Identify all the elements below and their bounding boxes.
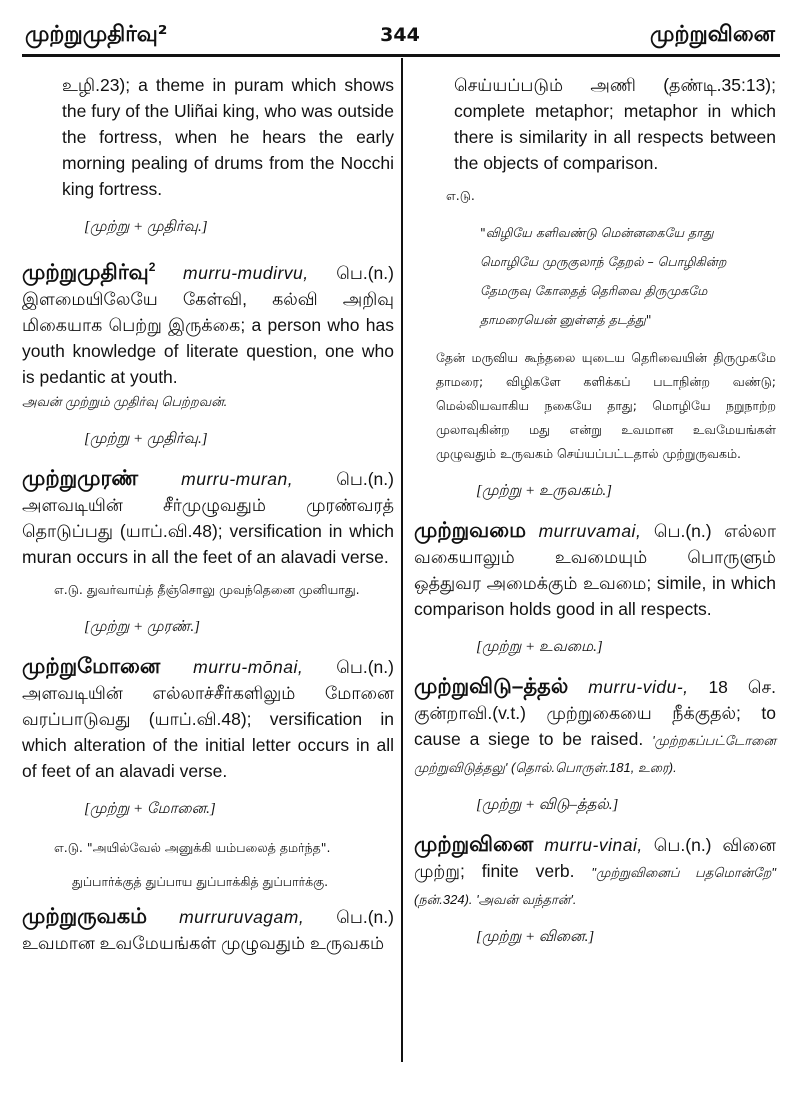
example-label: எ.டு.: [446, 188, 475, 203]
verse-line: தாமரையென் னுள்ளத் தடத்து": [480, 312, 652, 327]
citation-quote: 'முற்றகப்பட்டோனை முற்றுவிடுத்தலு' (தொல்.பொருள்.181, உரை).: [414, 733, 776, 775]
citation-quote: "முற்றுவினைப் பதமொன்றே" (நன்.324). 'அவன் வந்தான்'.: [414, 865, 776, 907]
usage-example: துப்பார்க்குத் துப்பாய துப்பாக்கித் துப்பார்க்கு.: [72, 874, 329, 889]
entry-headword: முற்றுவினை: [414, 833, 534, 856]
grammar-label: பெ.(n.): [653, 835, 712, 855]
grammar-label: 18 செ.: [708, 677, 776, 697]
header-rule: [22, 54, 780, 57]
etymology-note: [முற்று + முதிர்வு.]: [84, 219, 208, 235]
verse-line: தேமருவு கோதைத் தெரிவை திருமுகமே: [480, 283, 708, 298]
etymology-note: [முற்று + முதிர்வு.]: [84, 431, 208, 447]
transliteration: murruvamai,: [538, 521, 642, 541]
transliteration: murruruvagam,: [179, 907, 305, 927]
dictionary-entry: [22, 904, 394, 956]
homonym-number: 2: [148, 260, 156, 274]
entry-definition: குன்றாவி.(v.t.) முற்றுகையை நீக்குதல்; to cause a siege to be raised.: [414, 703, 776, 749]
entry-headword: முற்றுமுரண்: [22, 467, 139, 490]
etymology-note: [முற்று + முரண்.]: [84, 619, 200, 635]
verse-quotation: [414, 218, 776, 334]
entry-headword: முற்றுமோனை: [22, 655, 161, 678]
entry-headword: முற்றுமுதிர்வு$^2$: [22, 260, 156, 284]
entry-definition: அளவடியின் எல்லாச்சீர்களிலும் மோனை வரப்பாடுவது (யாப்.வி.48); versification in which alteration of the initial letter occurs in all of feet of an alavadi verse.: [22, 683, 394, 781]
dictionary-entry: [414, 518, 776, 622]
header-right-guideword: முற்றுவினை: [650, 22, 775, 47]
usage-example: அவன் முற்றும் முதிர்வு பெற்றவன்.: [22, 394, 228, 409]
right-column: [414, 72, 776, 964]
dictionary-entry: [22, 254, 394, 414]
etymology-note: [முற்று + உருவகம்.]: [476, 483, 612, 499]
running-header: [25, 22, 775, 50]
transliteration: murru-muran,: [181, 469, 294, 489]
dictionary-entry: [414, 674, 776, 780]
dictionary-entry: [22, 654, 394, 784]
transliteration: murru-vinai,: [544, 835, 643, 855]
entry-headword: முற்றுவிடு–த்தல்: [414, 675, 569, 698]
grammar-label: பெ.(n.): [336, 263, 394, 283]
continued-entry-text: உழி.23); a theme in puram which shows the fury of the Uliñai king, who was outside the fortress, when he hears the early morning pealing of drums from the Nocchi king fortress.: [62, 75, 394, 199]
grammar-label: பெ.(n.): [336, 469, 394, 489]
entry-headword: முற்றுவமை: [414, 519, 527, 542]
usage-example: எ.டு. "அயில்வேல் அனுக்கி யம்பலைத் தமர்ந்த".: [54, 840, 331, 855]
etymology-note: [முற்று + உவமை.]: [476, 639, 603, 655]
verse-explanation: தேன் மருவிய கூந்தலை யுடைய தெரிவையின் திருமுகமே தாமரை; விழிகளே களிக்கப் படாநின்ற வண்டு; மெல்லியவாகிய நகையே தாது; மொழியே நறுநாற்ற முலாவுகின்ற மது என்று உவமான உவமேயங்கள் முழுவதும் உருவகம் செய்யப்பட்டதால் முற்றுருவகம்.: [436, 350, 776, 461]
entry-definition: இளமையிலேயே கேள்வி, கல்வி அறிவு மிகையாக பெற்று இருக்கை; a person who has youth knowledge of literate question, one who is pedantic at youth.: [22, 289, 394, 387]
verse-line: "விழியே களிவண்டு மென்னகையே தாது: [480, 225, 714, 240]
etymology-note: [முற்று + வினை.]: [476, 929, 595, 945]
dictionary-entry: [414, 832, 776, 912]
entry-definition: அளவடியின் சீர்முழுவதும் முரண்வரத் தொடுப்பது (யாப்.வி.48); versification in which muran occurs in all the feet of an alavadi verse.: [22, 495, 394, 567]
header-left-guideword: முற்றுமுதிர்வு²: [25, 22, 168, 47]
etymology-note: [முற்று + விடு–த்தல்.]: [476, 797, 619, 813]
column-divider: [401, 58, 403, 1062]
verse-line: மொழியே முருகுலாந் தேறல் – பொழிகின்ற: [480, 254, 727, 269]
entry-definition: வினை முற்று; finite verb.: [414, 835, 776, 881]
transliteration: murru-mudirvu,: [183, 263, 309, 283]
page-number: 344: [380, 24, 420, 46]
grammar-label: பெ.(n.): [336, 907, 394, 927]
grammar-label: பெ.(n.): [336, 657, 394, 677]
transliteration: murru-mōnai,: [193, 657, 304, 677]
entry-definition: எல்லா வகையாலும் உவமையும் பொருளும் ஒத்துவர அமைக்கும் உவமை; simile, in which comparison holds good in all respects.: [414, 521, 776, 619]
transliteration: murru-vidu-,: [588, 677, 689, 697]
dictionary-entry: [22, 466, 394, 570]
entry-headword: முற்றுருவகம்: [22, 905, 148, 928]
usage-example: எ.டு. துவர்வாய்த் தீஞ்சொலு முவந்தெனை முனியாது.: [54, 582, 360, 597]
continued-entry-text: செய்யப்படும் அணி (தண்டி.35:13); complete metaphor; metaphor in which there is similarity in all respects between the objects of comparison.: [454, 75, 776, 173]
left-column: [22, 72, 394, 962]
grammar-label: பெ.(n.): [653, 521, 712, 541]
entry-definition: உவமான உவமேயங்கள் முழுவதும் உருவகம்: [22, 933, 385, 953]
etymology-note: [முற்று + மோனை.]: [84, 801, 216, 817]
